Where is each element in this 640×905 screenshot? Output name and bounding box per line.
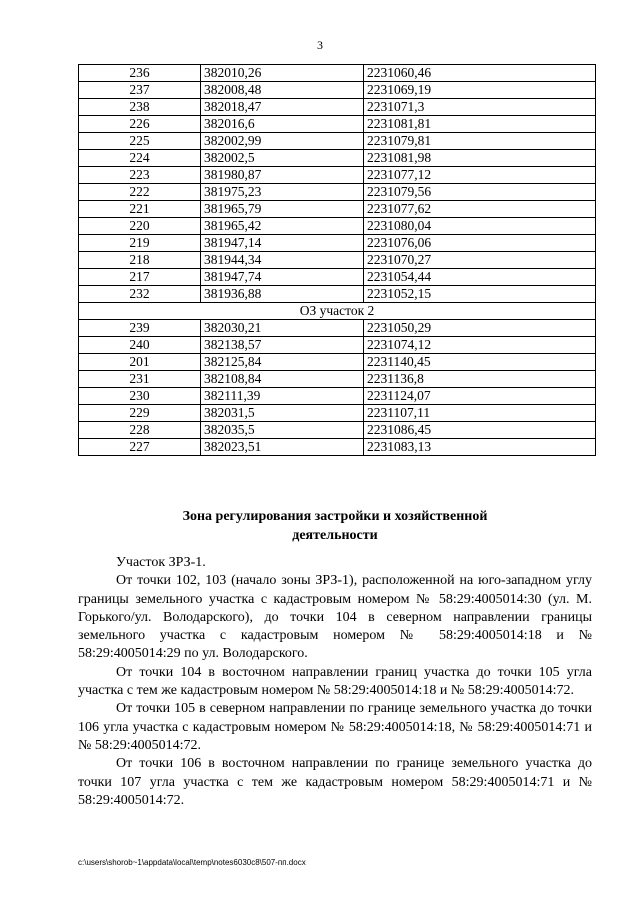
point-number-cell: 237 bbox=[79, 82, 201, 99]
y-coordinate-cell: 2231107,11 bbox=[364, 405, 596, 422]
y-coordinate-cell: 2231079,81 bbox=[364, 133, 596, 150]
table-row bbox=[79, 116, 596, 133]
table-row bbox=[79, 218, 596, 235]
x-coordinate-cell: 382125,84 bbox=[201, 354, 364, 371]
table-row bbox=[79, 167, 596, 184]
y-coordinate-cell: 2231079,56 bbox=[364, 184, 596, 201]
y-coordinate-cell: 2231080,04 bbox=[364, 218, 596, 235]
x-coordinate-cell: 382010,26 bbox=[201, 65, 364, 82]
table-row bbox=[79, 422, 596, 439]
table-row bbox=[79, 371, 596, 388]
point-number-cell: 224 bbox=[79, 150, 201, 167]
point-number-cell: 236 bbox=[79, 65, 201, 82]
x-coordinate-cell: 382031,5 bbox=[201, 405, 364, 422]
x-coordinate-cell: 381947,74 bbox=[201, 269, 364, 286]
section-heading-line-1: Зона регулирования застройки и хозяйственной bbox=[182, 509, 488, 524]
table-row bbox=[79, 388, 596, 405]
point-number-cell: 221 bbox=[79, 201, 201, 218]
point-number-cell: 201 bbox=[79, 354, 201, 371]
x-coordinate-cell: 381965,42 bbox=[201, 218, 364, 235]
point-number-cell: 223 bbox=[79, 167, 201, 184]
y-coordinate-cell: 2231050,29 bbox=[364, 320, 596, 337]
point-number-cell: 240 bbox=[79, 337, 201, 354]
point-number-cell: 220 bbox=[79, 218, 201, 235]
x-coordinate-cell: 381944,34 bbox=[201, 252, 364, 269]
point-number-cell: 225 bbox=[79, 133, 201, 150]
x-coordinate-cell: 382108,84 bbox=[201, 371, 364, 388]
x-coordinate-cell: 381980,87 bbox=[201, 167, 364, 184]
point-number-cell: 229 bbox=[79, 405, 201, 422]
table-row bbox=[79, 269, 596, 286]
table-row bbox=[79, 82, 596, 99]
x-coordinate-cell: 382016,6 bbox=[201, 116, 364, 133]
y-coordinate-cell: 2231074,12 bbox=[364, 337, 596, 354]
paragraph: От точки 102, 103 (начало зоны ЗРЗ-1), расположенной на юго-западном углу границы земельного участка с кадастровым номером № 58:29:4005014:30 (ул. М. Горького/ул. Володарского), до точки 104 в северном направлении границы земельного участка с кадастровым номером № 58:29:4005014:18 и № 58:29:4005014:29 по ул. Володарского. bbox=[78, 573, 592, 662]
y-coordinate-cell: 2231086,45 bbox=[364, 422, 596, 439]
x-coordinate-cell: 382035,5 bbox=[201, 422, 364, 439]
point-number-cell: 239 bbox=[79, 320, 201, 337]
point-number-cell: 227 bbox=[79, 439, 201, 456]
x-coordinate-cell: 382023,51 bbox=[201, 439, 364, 456]
table-row bbox=[79, 320, 596, 337]
y-coordinate-cell: 2231083,13 bbox=[364, 439, 596, 456]
x-coordinate-cell: 381975,23 bbox=[201, 184, 364, 201]
x-coordinate-cell: 381936,88 bbox=[201, 286, 364, 303]
point-number-cell: 217 bbox=[79, 269, 201, 286]
point-number-cell: 231 bbox=[79, 371, 201, 388]
coordinates-table-body bbox=[79, 65, 596, 456]
y-coordinate-cell: 2231076,06 bbox=[364, 235, 596, 252]
point-number-cell: 222 bbox=[79, 184, 201, 201]
coordinates-table bbox=[78, 64, 596, 456]
x-coordinate-cell: 382030,21 bbox=[201, 320, 364, 337]
x-coordinate-cell: 382008,48 bbox=[201, 82, 364, 99]
point-number-cell: 226 bbox=[79, 116, 201, 133]
paragraph: Участок ЗРЗ-1. bbox=[116, 555, 206, 570]
table-row bbox=[79, 439, 596, 456]
x-coordinate-cell: 381965,79 bbox=[201, 201, 364, 218]
table-row bbox=[79, 337, 596, 354]
table-row bbox=[79, 354, 596, 371]
y-coordinate-cell: 2231071,3 bbox=[364, 99, 596, 116]
paragraph: От точки 104 в восточном направлении границ участка до точки 105 угла участка с тем же кадастровым номером № 58:29:4005014:18 и № 58:29:4005014:72. bbox=[78, 664, 592, 699]
x-coordinate-cell: 382138,57 bbox=[201, 337, 364, 354]
footer-file-path: c:\users\shorob~1\appdata\local\temp\notes6030c8\507-пп.docx bbox=[78, 858, 306, 867]
table-section-row bbox=[79, 303, 596, 320]
table-row bbox=[79, 65, 596, 82]
paragraph: От точки 106 в восточном направлении по границе земельного участка до точки 107 угла участка с тем же кадастровым номером 58:29:4005014:71 и № 58:29:4005014:72. bbox=[78, 756, 592, 808]
y-coordinate-cell: 2231124,07 bbox=[364, 388, 596, 405]
table-row bbox=[79, 150, 596, 167]
paragraph: От точки 105 в северном направлении по границе земельного участка до точки 106 угла участка с кадастровым номером № 58:29:4005014:18, № 58:29:4005014:71 и № 58:29:4005014:72. bbox=[78, 701, 592, 753]
point-number-cell: 238 bbox=[79, 99, 201, 116]
section-heading bbox=[78, 507, 592, 545]
point-number-cell: 219 bbox=[79, 235, 201, 252]
y-coordinate-cell: 2231081,98 bbox=[364, 150, 596, 167]
point-number-cell: 232 bbox=[79, 286, 201, 303]
page-number: 3 bbox=[317, 38, 323, 52]
y-coordinate-cell: 2231136,8 bbox=[364, 371, 596, 388]
point-number-cell: 230 bbox=[79, 388, 201, 405]
point-number-cell: 218 bbox=[79, 252, 201, 269]
table-row bbox=[79, 405, 596, 422]
table-row bbox=[79, 201, 596, 218]
y-coordinate-cell: 2231070,27 bbox=[364, 252, 596, 269]
y-coordinate-cell: 2231069,19 bbox=[364, 82, 596, 99]
x-coordinate-cell: 382111,39 bbox=[201, 388, 364, 405]
body-text bbox=[78, 554, 592, 810]
table-row bbox=[79, 133, 596, 150]
point-number-cell: 228 bbox=[79, 422, 201, 439]
x-coordinate-cell: 381947,14 bbox=[201, 235, 364, 252]
table-row bbox=[79, 184, 596, 201]
table-row bbox=[79, 252, 596, 269]
x-coordinate-cell: 382018,47 bbox=[201, 99, 364, 116]
y-coordinate-cell: 2231081,81 bbox=[364, 116, 596, 133]
y-coordinate-cell: 2231077,62 bbox=[364, 201, 596, 218]
table-row bbox=[79, 235, 596, 252]
section-label-cell: ОЗ участок 2 bbox=[79, 303, 596, 320]
table-row bbox=[79, 286, 596, 303]
y-coordinate-cell: 2231054,44 bbox=[364, 269, 596, 286]
y-coordinate-cell: 2231140,45 bbox=[364, 354, 596, 371]
x-coordinate-cell: 382002,5 bbox=[201, 150, 364, 167]
y-coordinate-cell: 2231060,46 bbox=[364, 65, 596, 82]
section-heading-line-2: деятельности bbox=[292, 528, 378, 543]
table-row bbox=[79, 99, 596, 116]
y-coordinate-cell: 2231052,15 bbox=[364, 286, 596, 303]
x-coordinate-cell: 382002,99 bbox=[201, 133, 364, 150]
y-coordinate-cell: 2231077,12 bbox=[364, 167, 596, 184]
